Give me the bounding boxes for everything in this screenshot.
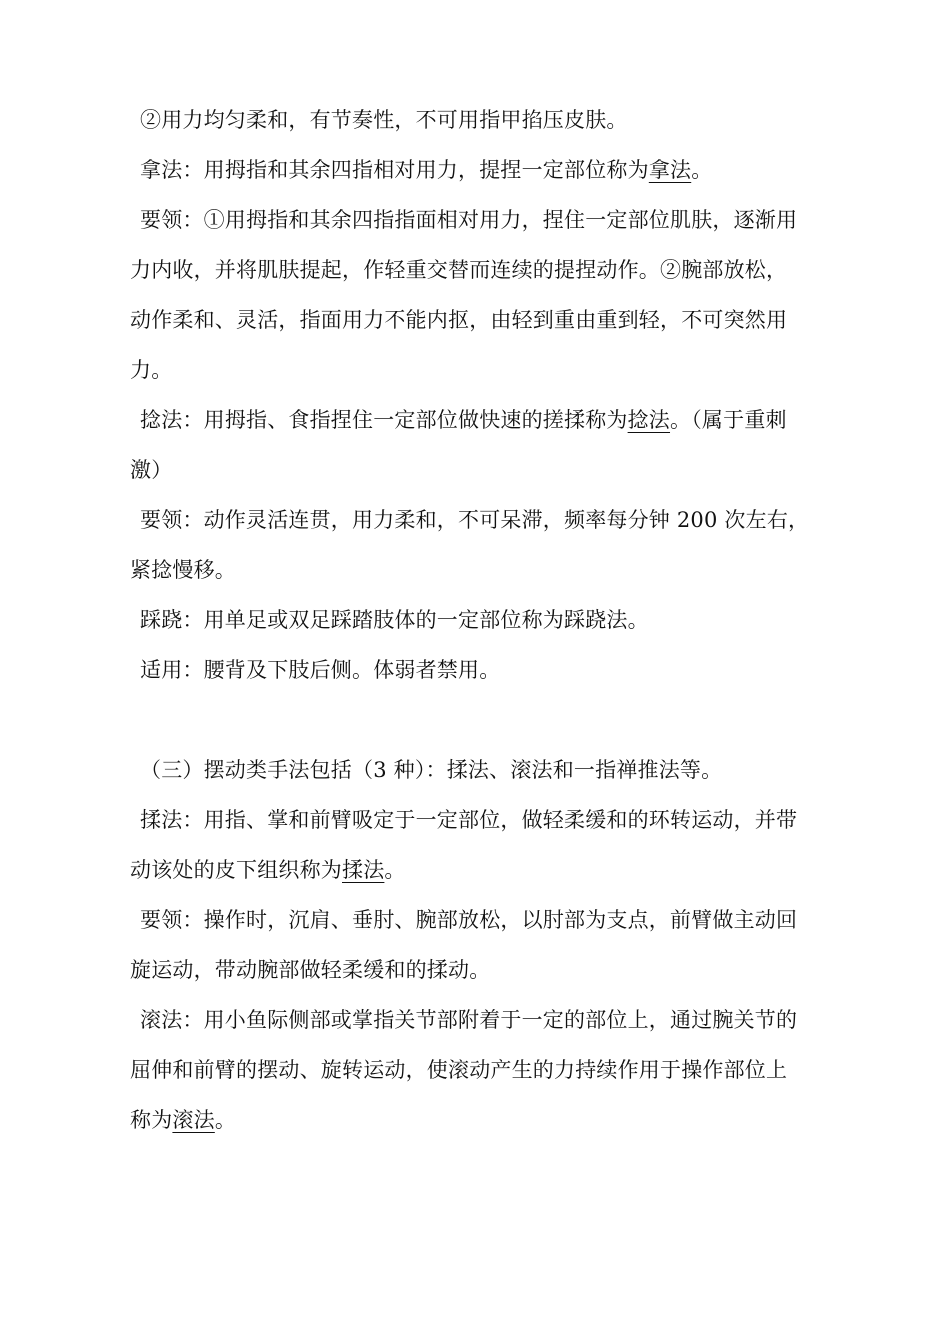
text-line-gunfa-definition-end: 称为滚法。 bbox=[130, 1108, 237, 1132]
text-line-nianfa-definition: 捻法：用拇指、食指捏住一定部位做快速的搓揉称为捻法。（属于重刺 bbox=[140, 408, 787, 432]
text-line-nafa-key-4: 力。 bbox=[130, 358, 173, 382]
text-line-roufa-key-2: 旋运动，带动腕部做轻柔缓和的揉动。 bbox=[130, 958, 491, 982]
text-line-nafa-definition: 拿法：用拇指和其余四指相对用力，提捏一定部位称为拿法。 bbox=[140, 158, 713, 182]
text-line-nianfa-definition-cont: 激） bbox=[130, 458, 173, 482]
section-heading-swing-techniques: （三）摆动类手法包括（3 种）：揉法、滚法和一指禅推法等。 bbox=[140, 758, 723, 782]
text-line-point2-force: ②用力均匀柔和，有节奏性，不可用指甲掐压皮肤。 bbox=[140, 108, 628, 132]
text-line-nafa-key-2: 力内收，并将肌肤提起，作轻重交替而连续的提捏动作。②腕部放松， bbox=[130, 258, 788, 282]
term-nianfa: 捻法 bbox=[627, 408, 671, 432]
text-line-nianfa-key-1: 要领：动作灵活连贯，用力柔和，不可呆滞，频率每分钟 200 次左右， bbox=[140, 508, 810, 532]
text-line-caiqiao-definition: 踩跷：用单足或双足踩踏肢体的一定部位称为踩跷法。 bbox=[140, 608, 649, 632]
text-line-roufa-definition-cont: 动该处的皮下组织称为揉法。 bbox=[130, 858, 406, 882]
text-line-roufa-definition: 揉法：用指、掌和前臂吸定于一定部位，做轻柔缓和的环转运动，并带 bbox=[140, 808, 798, 832]
term-nafa: 拿法 bbox=[648, 158, 692, 182]
term-gunfa: 滚法 bbox=[172, 1108, 215, 1132]
text-line-gunfa-definition-cont: 屈伸和前臂的摆动、旋转运动，使滚动产生的力持续作用于操作部位上 bbox=[130, 1058, 788, 1082]
text-line-caiqiao-usage: 适用：腰背及下肢后侧。体弱者禁用。 bbox=[140, 658, 501, 682]
text-line-nafa-key-1: 要领：①用拇指和其余四指指面相对用力，捏住一定部位肌肤，逐渐用 bbox=[140, 208, 798, 232]
text-line-gunfa-definition: 滚法：用小鱼际侧部或掌指关节部附着于一定的部位上，通过腕关节的 bbox=[140, 1008, 798, 1032]
text-line-nafa-key-3: 动作柔和、灵活，指面用力不能内抠，由轻到重由重到轻，不可突然用 bbox=[130, 308, 788, 332]
text-line-nianfa-key-2: 紧捻慢移。 bbox=[130, 558, 236, 582]
term-roufa: 揉法 bbox=[342, 858, 385, 882]
text-line-roufa-key-1: 要领：操作时，沉肩、垂肘、腕部放松，以肘部为支点，前臂做主动回 bbox=[140, 908, 798, 932]
